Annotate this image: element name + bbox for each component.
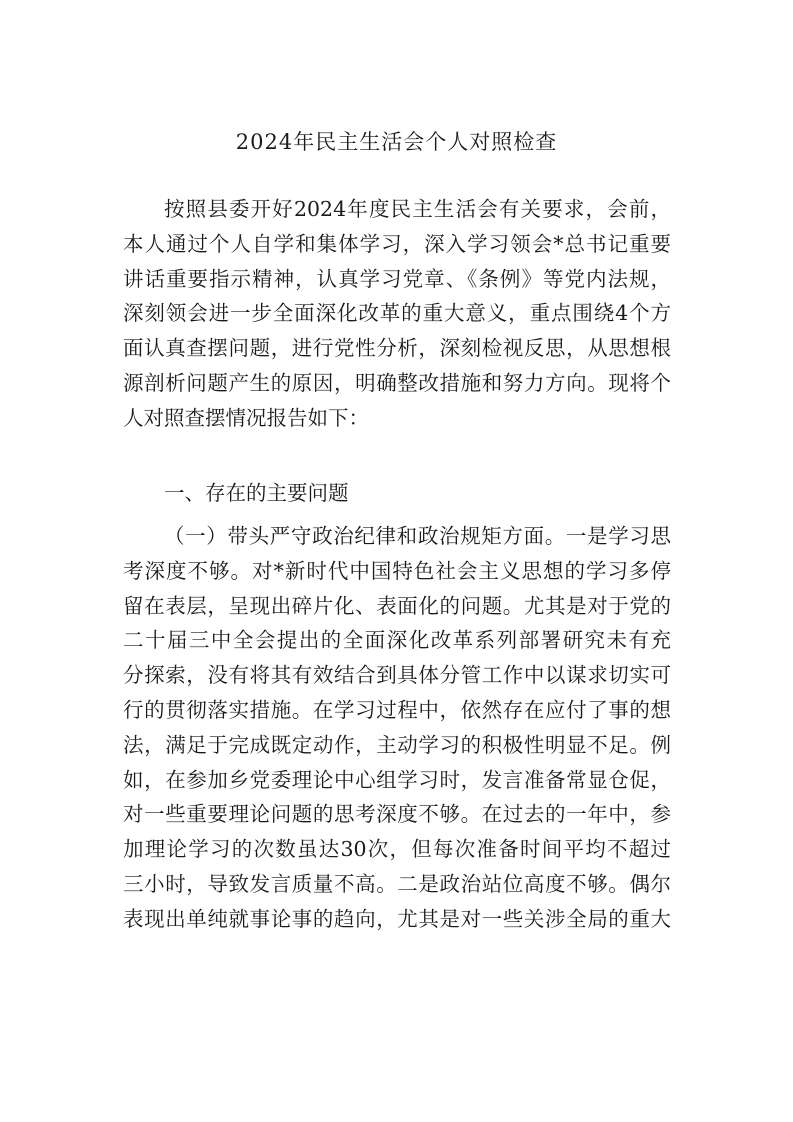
section-heading-text: 一、存在的主要问题	[164, 481, 349, 505]
page-title: 2024年民主生活会个人对照检查	[235, 130, 558, 154]
paragraph-line: 加理论学习的次数虽达30次，但每次准备时间平均不超过	[123, 837, 671, 862]
paragraph-line: 三小时，导致发言质量不高。二是政治站位高度不够。偶尔	[123, 871, 671, 896]
paragraph-line: 对一些重要理论问题的思考深度不够。在过去的一年中，参	[123, 802, 671, 827]
paragraph-line: （一）带头严守政治纪律和政治规矩方面。一是学习思	[164, 524, 671, 548]
paragraph-line: 面认真查摆问题，进行党性分析，深刻检视反思，从思想根	[123, 336, 671, 361]
paragraph-line: 如，在参加乡党委理论中心组学习时，发言准备常显仓促，	[123, 767, 671, 792]
paragraph-line: 二十届三中全会提出的全面深化改革系列部署研究未有充	[123, 628, 671, 653]
paragraph-line: 人对照查摆情况报告如下：	[123, 405, 369, 430]
paragraph-line: 表现出单纯就事论事的趋向，尤其是对一些关涉全局的重大	[123, 906, 671, 931]
paragraph-line: 法，满足于完成既定动作，主动学习的积极性明显不足。例	[123, 732, 671, 757]
paragraph-line: 讲话重要指示精神，认真学习党章、《条例》等党内法规，	[123, 266, 671, 291]
paragraph-line: 分探索，没有将其有效结合到具体分管工作中以谋求切实可	[123, 663, 671, 688]
paragraph-line: 留在表层，呈现出碎片化、表面化的问题。尤其是对于党的	[123, 593, 671, 618]
paragraph-line: 本人通过个人自学和集体学习，深入学习领会*总书记重要	[123, 231, 671, 256]
paragraph-line: 按照县委开好2024年度民主生活会有关要求，会前，	[164, 197, 671, 221]
paragraph-line: 行的贯彻落实措施。在学习过程中，依然存在应付了事的想	[123, 697, 671, 722]
intro-paragraph	[123, 192, 671, 436]
section-heading	[123, 476, 671, 511]
paragraph-line: 深刻领会进一步全面深化改革的重大意义，重点围绕4个方	[123, 301, 671, 326]
paragraph-line: 源剖析问题产生的原因，明确整改措施和努力方向。现将个	[123, 370, 671, 395]
paragraph-line: 考深度不够。对*新时代中国特色社会主义思想的学习多停	[123, 558, 671, 583]
section-paragraph	[123, 519, 671, 937]
